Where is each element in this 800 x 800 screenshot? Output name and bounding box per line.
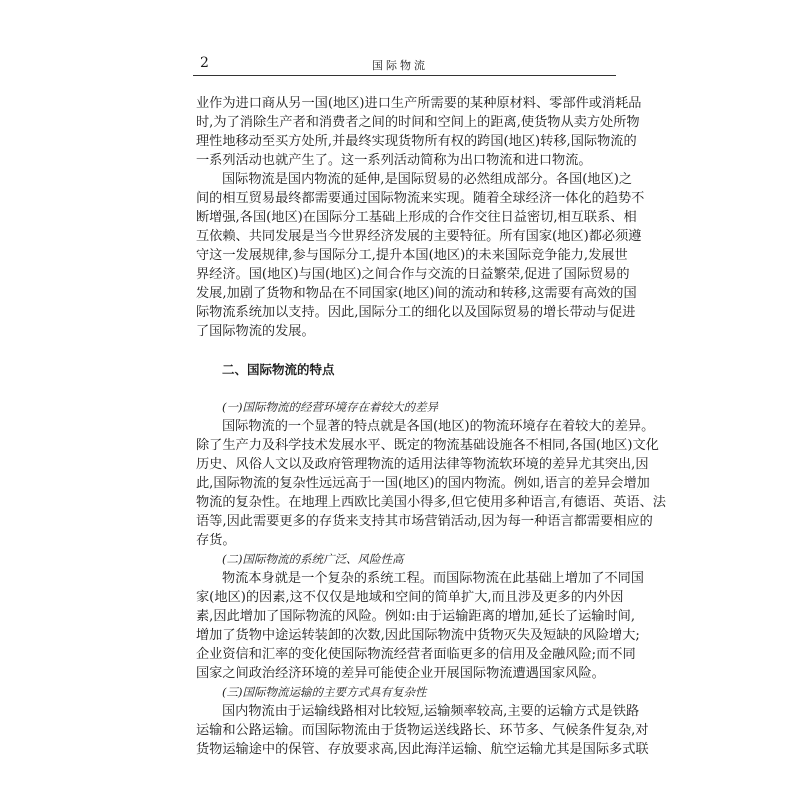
- text-line: 时,为了消除生产者和消费者之间的时间和空间上的距离,使货物从卖方处所物: [196, 115, 640, 130]
- text-line: 界经济。国(地区)与国(地区)之间合作与交流的日益繁荣,促进了国际贸易的: [196, 267, 630, 282]
- text-line: 存货。: [196, 533, 236, 548]
- text-line: 增加了货物中途运转装卸的次数,因此国际物流中货物灭失及短缺的风险增大;: [196, 628, 640, 643]
- text-line: 理性地移动至买方处所,并最终实现货物所有权的跨国(地区)转移,国际物流的: [196, 134, 637, 149]
- text-line: 货物运输途中的保管、存放要求高,因此海洋运输、航空运输尤其是国际多式联: [196, 742, 649, 757]
- paragraph: [196, 94, 642, 170]
- text-line: 一系列活动也就产生了。这一系列活动简称为出口物流和进口物流。: [196, 153, 592, 168]
- text-line: 断增强,各国(地区)在国际分工基础上形成的合作交往日益密切,相互联系、相: [196, 210, 637, 225]
- text-line: 守这一发展规律,参与国际分工,提升本国(地区)的未来国际竞争能力,发展世: [196, 248, 628, 263]
- text-line: 运输和公路运输。而国际物流由于货物运送线路长、环节多、气候条件复杂,对: [196, 723, 649, 738]
- header-rule: [193, 75, 616, 76]
- text-line: 企业资信和汇率的变化使国际物流经营者面临更多的信用及金融风险;而不同: [196, 647, 636, 662]
- text-line: 家(地区)的因素,这不仅仅是地域和空间的简单扩大,而且涉及更多的内外因: [196, 590, 624, 605]
- text-line: 物流本身就是一个复杂的系统工程。而国际物流在此基础上增加了不同国: [222, 571, 644, 586]
- text-line: 历史、风俗人文以及政府管理物流的适用法律等物流软环境的差异尤其突出,因: [196, 457, 649, 472]
- paragraph: [196, 417, 666, 550]
- section-heading: 二、国际物流的特点: [222, 362, 335, 377]
- paragraph: [196, 170, 645, 341]
- text-line: 物流的复杂性。在地理上西欧比美国小得多,但它使用多种语言,有德语、英语、法: [196, 495, 666, 510]
- text-line: 际物流系统加以支持。因此,国际分工的细化以及国际贸易的增长带动与促进: [196, 305, 636, 320]
- spacer: [196, 379, 616, 398]
- paragraph: [196, 569, 644, 683]
- text-line: 发展,加剧了货物和物品在不同国家(地区)间的流动和转移,这需要有高效的国: [196, 286, 637, 301]
- subsection-heading: (一)国际物流的经营环境存在着较大的差异: [222, 400, 438, 414]
- subsection-heading: (三)国际物流运输的主要方式具有复杂性: [222, 685, 427, 699]
- paragraph: [196, 702, 649, 759]
- text-line: 间的相互贸易最终都需要通过国际物流来实现。随着全球经济一体化的趋势不: [196, 191, 645, 206]
- text-line: 国内物流由于运输线路相对比较短,运输频率较高,主要的运输方式是铁路: [222, 704, 640, 719]
- text-line: 互依赖、共同发展是当今世界经济发展的主要特征。所有国家(地区)都必须遵: [196, 229, 642, 244]
- page-number: 2: [200, 55, 209, 71]
- spacer: [196, 341, 616, 360]
- subsection-heading: (二)国际物流的系统广泛、风险性高: [222, 552, 404, 566]
- text-line: 语等,因此需要更多的存货来支持其市场营销活动,因为每一种语言都需要相应的: [196, 514, 653, 529]
- text-line: 此,国际物流的复杂性远远高于一国(地区)的国内物流。例如,语言的差异会增加: [196, 476, 650, 491]
- text-line: 了国际物流的发展。: [196, 324, 315, 339]
- page-body: [196, 94, 666, 759]
- text-line: 国际物流是国内物流的延伸,是国际贸易的必然组成部分。各国(地区)之: [222, 172, 633, 187]
- text-line: 国际物流的一个显著的特点就是各国(地区)的物流环境存在着较大的差异。: [222, 419, 655, 434]
- text-line: 素,因此增加了国际物流的风险。例如:由于运输距离的增加,延长了运输时间,: [196, 609, 636, 624]
- text-line: 国家之间政治经济环境的差异可能使企业开展国际物流遭遇国家风险。: [196, 666, 605, 681]
- text-line: 除了生产力及科学技术发展水平、既定的物流基础设施各不相同,各国(地区)文化: [196, 438, 659, 453]
- running-title: 国际物流: [372, 59, 428, 72]
- text-line: 业作为进口商从另一国(地区)进口生产所需要的某种原材料、零部件或消耗品: [196, 96, 642, 111]
